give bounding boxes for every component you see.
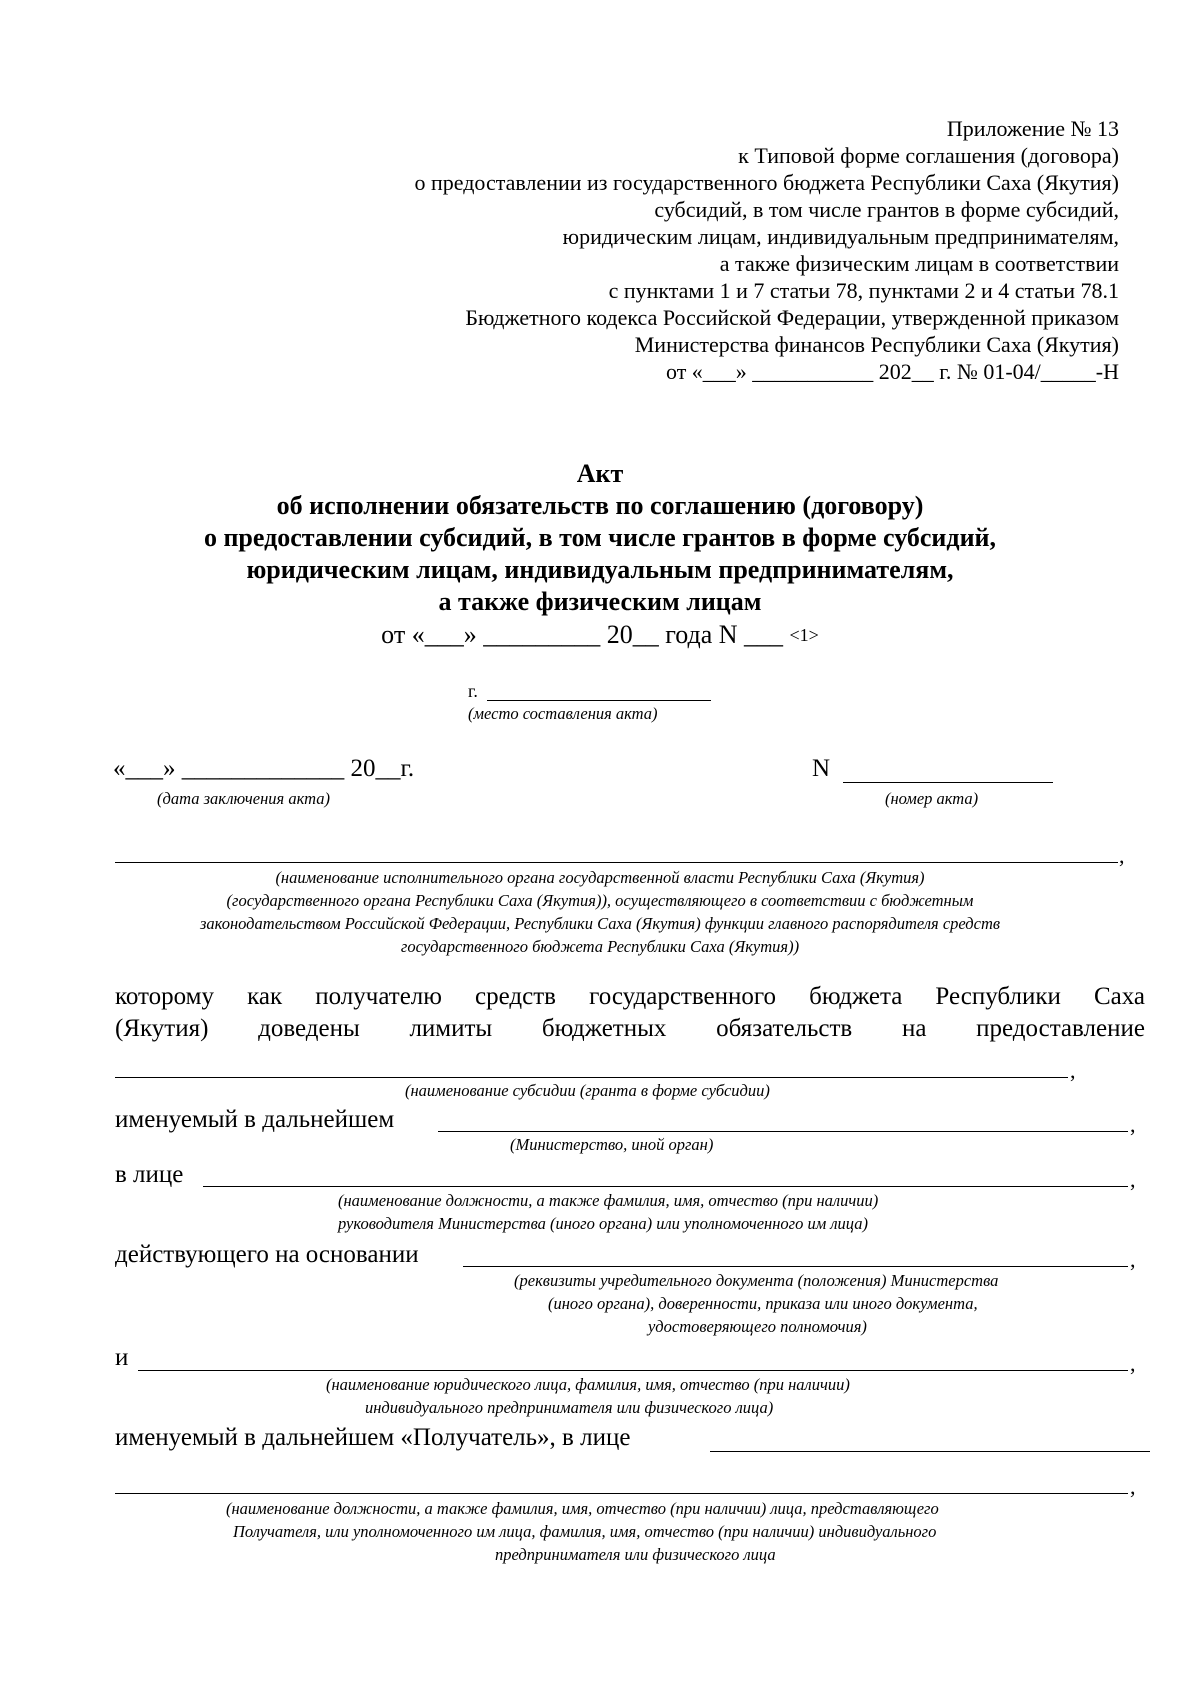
paragraph-word: обязательств	[716, 1015, 853, 1042]
subsidy-caption: (наименование субсидии (гранта в форме субсидии)	[405, 1081, 770, 1100]
recipient-label: именуемый в дальнейшем «Получатель», в лице	[115, 1424, 631, 1451]
paragraph-word: предоставление	[976, 1015, 1145, 1042]
person-label: в лице	[115, 1161, 184, 1188]
title-line: об исполнении обязательств по соглашению (договору)	[276, 491, 924, 520]
number-prefix: N	[812, 755, 831, 782]
date-caption: (дата заключения акта)	[157, 789, 330, 808]
basis-caption-line: (иного органа), доверенности, приказа или иного документа,	[548, 1294, 978, 1313]
title-line: юридическим лицам, индивидуальным предпринимателям,	[246, 555, 954, 584]
paragraph-word: на	[901, 1015, 927, 1042]
act-date-line	[0, 619, 1200, 651]
header-line: а также физическим лицам в соответствии	[719, 251, 1119, 276]
recipient-paragraph-line2	[115, 1014, 1145, 1044]
person-caption-line: (наименование должности, а также фамилия, имя, отчество (при наличии)	[338, 1191, 879, 1210]
basis-caption-line: удостоверяющего полномочия)	[648, 1317, 867, 1336]
place-caption: (место составления акта)	[468, 704, 658, 723]
ministry-caption: (Министерство, иной орган)	[510, 1135, 714, 1154]
representative-caption-line: предпринимателя или физического лица	[495, 1545, 776, 1564]
paragraph-word: (Якутия)	[115, 1015, 209, 1042]
paragraph-word: лимиты	[409, 1015, 493, 1042]
comma: ,	[1119, 843, 1125, 868]
number-caption: (номер акта)	[885, 789, 979, 808]
header-line: Министерства финансов Республики Саха (Якутия)	[634, 332, 1119, 357]
basis-caption-line: (реквизиты учредительного документа (положения) Министерства	[514, 1271, 999, 1290]
conclusion-date: «___» _____________ 20__г.	[113, 755, 415, 782]
representative-caption-line: Получателя, или уполномоченного им лица, фамилия, имя, отчество (при наличии) индивидуального	[233, 1522, 937, 1541]
recipient-representative-field-continued[interactable]	[115, 1493, 1128, 1494]
recipient-representative-field[interactable]	[710, 1451, 1150, 1452]
comma: ,	[1130, 1474, 1136, 1499]
basis-document-field[interactable]	[463, 1266, 1128, 1267]
header-line: Приложение № 13	[946, 116, 1119, 141]
executive-body-field[interactable]	[115, 862, 1118, 863]
paragraph-word: бюджетных	[541, 1015, 667, 1042]
header-line: о предоставлении из государственного бюджета Республики Саха (Якутия)	[414, 170, 1119, 195]
footnote-marker: <1>	[789, 625, 819, 645]
header-line: Бюджетного кодекса Российской Федерации, утвержденной приказом	[465, 305, 1119, 330]
comma: ,	[1130, 1351, 1136, 1376]
place-field[interactable]	[487, 700, 711, 701]
act-date-text: от «___» _________ 20__ года N ___	[381, 620, 784, 649]
comma: ,	[1130, 1247, 1136, 1272]
act-number-field[interactable]	[843, 782, 1053, 783]
header-line: с пунктами 1 и 7 статьи 78, пунктами 2 и 4 статьи 78.1	[608, 278, 1119, 303]
paragraph-word: доведены	[258, 1015, 360, 1042]
header-line: субсидий, в том числе грантов в форме субсидий,	[654, 197, 1119, 222]
place-prefix: г.	[468, 681, 478, 701]
title-line: о предоставлении субсидий, в том числе грантов в форме субсидий,	[203, 523, 997, 552]
header-line: юридическим лицам, индивидуальным предпринимателям,	[562, 224, 1119, 249]
and-label: и	[115, 1344, 129, 1371]
title-line: а также физическим лицам	[438, 587, 762, 616]
representative-caption-line: (наименование должности, а также фамилия, имя, отчество (при наличии) лица, представляющего	[226, 1499, 939, 1518]
comma: ,	[1070, 1058, 1076, 1083]
legal-caption-line: индивидуального предпринимателя или физического лица)	[365, 1398, 774, 1417]
executive-caption-line: законодательством Российской Федерации, Республики Саха (Якутия) функции главного распорядителя средств	[199, 914, 1001, 933]
comma: ,	[1130, 1112, 1136, 1137]
ministry-field[interactable]	[438, 1131, 1128, 1132]
legal-caption-line: (наименование юридического лица, фамилия, имя, отчество (при наличии)	[326, 1375, 850, 1394]
title-line: Акт	[576, 459, 624, 488]
header-line: к Типовой форме соглашения (договора)	[738, 143, 1119, 168]
basis-label: действующего на основании	[115, 1241, 419, 1268]
executive-caption-line: (наименование исполнительного органа государственной власти Республики Саха (Якутия)	[275, 868, 925, 887]
person-caption-line: руководителя Министерства (иного органа) или уполномоченного им лица)	[338, 1214, 868, 1233]
executive-caption-line: (государственного органа Республики Саха (Якутия)), осуществляющего в соответствии с бюджетным	[226, 891, 974, 910]
head-person-field[interactable]	[203, 1186, 1128, 1187]
legal-entity-field[interactable]	[138, 1370, 1128, 1371]
subsidy-name-field[interactable]	[115, 1077, 1068, 1078]
recipient-paragraph-line1: которому как получателю средств государственного бюджета Республики Саха	[115, 983, 1145, 1010]
executive-caption-line: государственного бюджета Республики Саха (Якутия))	[400, 937, 800, 956]
comma: ,	[1130, 1167, 1136, 1192]
referred-label: именуемый в дальнейшем	[115, 1106, 395, 1133]
header-line: от «___» ___________ 202__ г. № 01-04/_____-Н	[665, 359, 1119, 384]
